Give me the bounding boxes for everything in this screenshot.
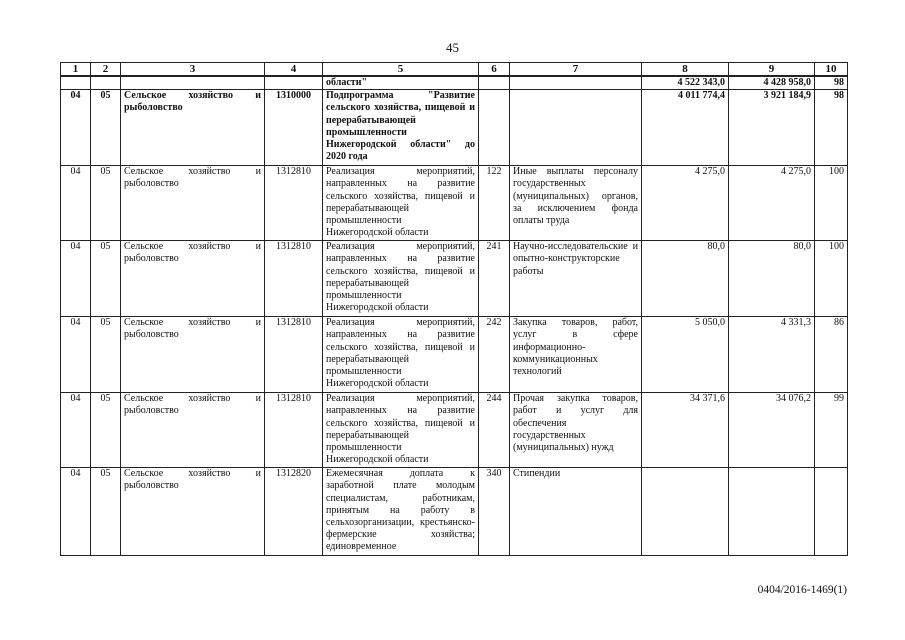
cell-executed: 34 076,2 bbox=[729, 393, 815, 468]
cell-percent: 98 bbox=[815, 90, 848, 166]
cell-subsection: 05 bbox=[91, 241, 121, 317]
cell-expense-type bbox=[479, 90, 510, 166]
cell-planned: 4 275,0 bbox=[642, 166, 729, 241]
cell-expense-type: 122 bbox=[479, 166, 510, 241]
cell-percent bbox=[815, 468, 848, 556]
cell-target-code: 1312810 bbox=[265, 241, 323, 317]
cell-subsection: 05 bbox=[91, 393, 121, 468]
cell-section: 04 bbox=[61, 317, 91, 393]
cell-section-name: Сельское хозяйство и рыболовство bbox=[121, 166, 265, 241]
cell-percent: 100 bbox=[815, 241, 848, 317]
cell-expense-name: Иные выплаты персоналу государственных (муниципальных) органов, за исключением фонда оплаты труда bbox=[510, 166, 642, 241]
cell-section-name: Сельское хозяйство и рыболовство bbox=[121, 90, 265, 166]
col-header-3: 3 bbox=[121, 63, 265, 77]
table-row bbox=[61, 241, 848, 317]
cell-target-name: Реализация мероприятий, направленных на развитие сельского хозяйства, пищевой и перерабатывающей промышленности Нижегородской области bbox=[323, 393, 479, 468]
cell-planned: 5 050,0 bbox=[642, 317, 729, 393]
cell-target-code: 1312820 bbox=[265, 468, 323, 556]
cell-planned: 80,0 bbox=[642, 241, 729, 317]
cell-percent: 98 bbox=[815, 76, 848, 90]
cell-target-name: Реализация мероприятий, направленных на развитие сельского хозяйства, пищевой и перерабатывающей промышленности Нижегородской области bbox=[323, 166, 479, 241]
col-header-1: 1 bbox=[61, 63, 91, 77]
cell-expense-type: 340 bbox=[479, 468, 510, 556]
cell-expense-type: 241 bbox=[479, 241, 510, 317]
cell-planned: 4 011 774,4 bbox=[642, 90, 729, 166]
cell-planned: 4 522 343,0 bbox=[642, 76, 729, 90]
cell-section-name: Сельское хозяйство и рыболовство bbox=[121, 393, 265, 468]
cell-section-name: Сельское хозяйство и рыболовство bbox=[121, 468, 265, 556]
cell-target-code: 1310000 bbox=[265, 90, 323, 166]
cell-section: 04 bbox=[61, 90, 91, 166]
cell-percent: 86 bbox=[815, 317, 848, 393]
cell-section-name bbox=[121, 76, 265, 90]
col-header-4: 4 bbox=[265, 63, 323, 77]
col-header-6: 6 bbox=[479, 63, 510, 77]
cell-subsection: 05 bbox=[91, 317, 121, 393]
col-header-9: 9 bbox=[729, 63, 815, 77]
cell-section: 04 bbox=[61, 468, 91, 556]
cell-target-code: 1312810 bbox=[265, 393, 323, 468]
cell-executed: 4 275,0 bbox=[729, 166, 815, 241]
col-header-10: 10 bbox=[815, 63, 848, 77]
cell-section: 04 bbox=[61, 166, 91, 241]
cell-percent: 99 bbox=[815, 393, 848, 468]
cell-expense-name: Стипендии bbox=[510, 468, 642, 556]
cell-target-name: Реализация мероприятий, направленных на развитие сельского хозяйства, пищевой и перерабатывающей промышленности Нижегородской области bbox=[323, 241, 479, 317]
cell-target-name: области" bbox=[323, 76, 479, 90]
cell-section-name: Сельское хозяйство и рыболовство bbox=[121, 317, 265, 393]
cell-expense-name bbox=[510, 90, 642, 166]
table-row bbox=[61, 468, 848, 556]
cell-executed: 80,0 bbox=[729, 241, 815, 317]
document-code: 0404/2016-1469(1) bbox=[757, 584, 847, 596]
cell-planned bbox=[642, 468, 729, 556]
budget-table bbox=[60, 62, 848, 556]
table-row bbox=[61, 317, 848, 393]
col-header-7: 7 bbox=[510, 63, 642, 77]
cell-section: 04 bbox=[61, 393, 91, 468]
table-row bbox=[61, 166, 848, 241]
cell-expense-name bbox=[510, 76, 642, 90]
col-header-2: 2 bbox=[91, 63, 121, 77]
page-number: 45 bbox=[446, 40, 459, 55]
cell-target-code: 1312810 bbox=[265, 166, 323, 241]
table-row bbox=[61, 393, 848, 468]
cell-subsection: 05 bbox=[91, 90, 121, 166]
cell-target-code bbox=[265, 76, 323, 90]
col-header-5: 5 bbox=[323, 63, 479, 77]
cell-target-name: Подпрограмма "Развитие сельского хозяйства, пищевой и перерабатывающей промышленности Нижегородской области" до 2020 года bbox=[323, 90, 479, 166]
cell-section: 04 bbox=[61, 241, 91, 317]
table-row bbox=[61, 76, 848, 90]
cell-expense-name: Научно-исследовательские и опытно-конструкторские работы bbox=[510, 241, 642, 317]
cell-executed bbox=[729, 468, 815, 556]
cell-section bbox=[61, 76, 91, 90]
cell-executed: 3 921 184,9 bbox=[729, 90, 815, 166]
cell-expense-type bbox=[479, 76, 510, 90]
cell-expense-type: 244 bbox=[479, 393, 510, 468]
table-row bbox=[61, 90, 848, 166]
cell-target-name: Ежемесячная доплата к заработной плате молодым специалистам, работникам, принятым на работу в сельхозорганизации, крестьянско-фермерские хозяйства; единовременное bbox=[323, 468, 479, 556]
cell-subsection bbox=[91, 76, 121, 90]
cell-target-name: Реализация мероприятий, направленных на развитие сельского хозяйства, пищевой и перерабатывающей промышленности Нижегородской области bbox=[323, 317, 479, 393]
cell-subsection: 05 bbox=[91, 468, 121, 556]
cell-target-code: 1312810 bbox=[265, 317, 323, 393]
cell-expense-name: Закупка товаров, работ, услуг в сфере информационно-коммуникационных технологий bbox=[510, 317, 642, 393]
cell-section-name: Сельское хозяйство и рыболовство bbox=[121, 241, 265, 317]
cell-expense-type: 242 bbox=[479, 317, 510, 393]
cell-executed: 4 428 958,0 bbox=[729, 76, 815, 90]
col-header-8: 8 bbox=[642, 63, 729, 77]
cell-subsection: 05 bbox=[91, 166, 121, 241]
cell-planned: 34 371,6 bbox=[642, 393, 729, 468]
cell-percent: 100 bbox=[815, 166, 848, 241]
cell-expense-name: Прочая закупка товаров, работ и услуг для обеспечения государственных (муниципальных) нужд bbox=[510, 393, 642, 468]
header-row bbox=[61, 63, 848, 77]
cell-executed: 4 331,3 bbox=[729, 317, 815, 393]
